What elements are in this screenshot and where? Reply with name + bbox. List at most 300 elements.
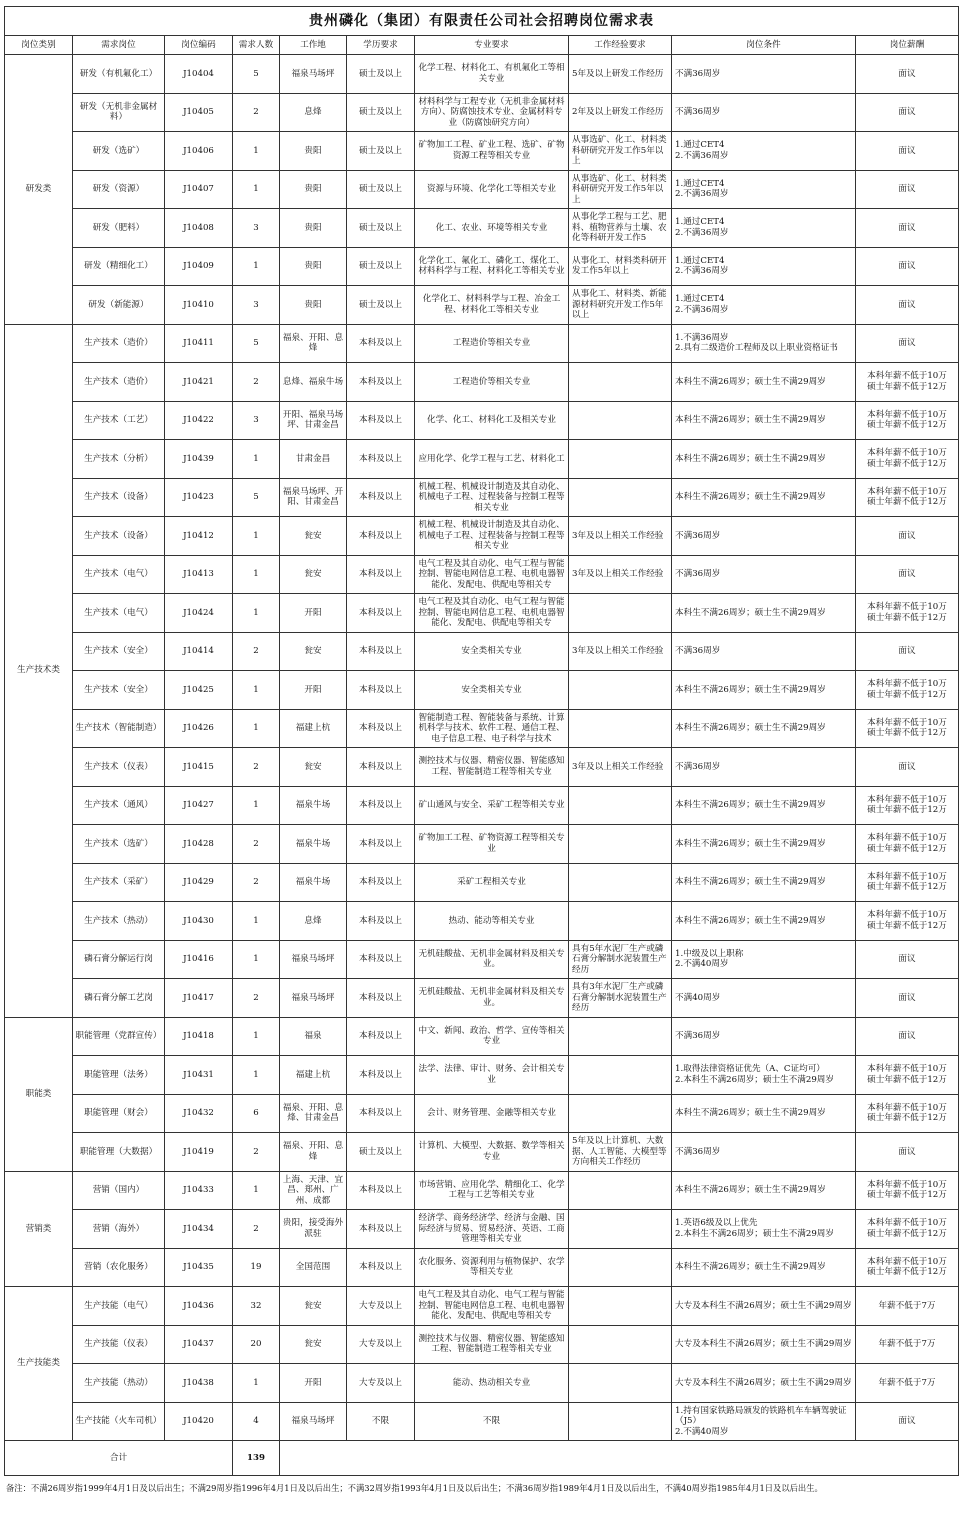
- major-cell: 采矿工程相关专业: [415, 863, 569, 902]
- table-row: [5, 1248, 959, 1287]
- count-cell: 2: [233, 93, 280, 132]
- education-cell: 不限: [347, 1402, 415, 1441]
- column-header: 岗位编码: [165, 36, 233, 55]
- major-cell: 材料科学与工程专业（无机非金属材料方向）、防腐蚀技术专业、金属材料专业（防腐蚀研究方向）: [415, 93, 569, 132]
- code-cell: J10418: [165, 1017, 233, 1056]
- code-cell: J10429: [165, 863, 233, 902]
- salary-cell: 本科年薪不低于10万 硕士年薪不低于12万: [856, 863, 959, 902]
- experience-cell: 3年及以上相关工作经验: [569, 517, 672, 556]
- experience-cell: [569, 1171, 672, 1210]
- table-row: [5, 1210, 959, 1249]
- education-cell: 本科及以上: [347, 671, 415, 710]
- salary-cell: 年薪不低于7万: [856, 1325, 959, 1364]
- education-cell: 本科及以上: [347, 786, 415, 825]
- condition-cell: 1.通过CET4 2.不满36周岁: [672, 247, 856, 286]
- code-cell: J10425: [165, 671, 233, 710]
- count-cell: 1: [233, 594, 280, 633]
- post-cell: 生产技术（设备）: [73, 478, 165, 517]
- experience-cell: [569, 1248, 672, 1287]
- table-row: [5, 825, 959, 864]
- major-cell: 机械工程、机械设计制造及其自动化、机械电子工程、过程装备与控制工程等相关专业: [415, 517, 569, 556]
- post-cell: 研发（精细化工）: [73, 247, 165, 286]
- post-cell: 职能管理（法务）: [73, 1056, 165, 1095]
- table-row: [5, 1017, 959, 1056]
- location-cell: 福建上杭: [280, 709, 347, 748]
- major-cell: 智能制造工程、智能装备与系统、计算机科学与技术、软件工程、通信工程、电子信息工程、电子科学与技术: [415, 709, 569, 748]
- count-cell: 19: [233, 1248, 280, 1287]
- education-cell: 本科及以上: [347, 478, 415, 517]
- salary-cell: 本科年薪不低于10万 硕士年薪不低于12万: [856, 786, 959, 825]
- salary-cell: 本科年薪不低于10万 硕士年薪不低于12万: [856, 401, 959, 440]
- total-row: [5, 1441, 959, 1476]
- column-header: 专业要求: [415, 36, 569, 55]
- major-cell: 矿山通风与安全、采矿工程等相关专业: [415, 786, 569, 825]
- experience-cell: 具有3年水泥厂生产或磷石膏分解制水泥装置生产经历: [569, 979, 672, 1018]
- experience-cell: [569, 1210, 672, 1249]
- code-cell: J10419: [165, 1133, 233, 1172]
- education-cell: 硕士及以上: [347, 132, 415, 171]
- post-cell: 职能管理（党群宣传）: [73, 1017, 165, 1056]
- major-cell: 能动、热动相关专业: [415, 1364, 569, 1403]
- experience-cell: 从事选矿、化工、材料类科研研究开发工作5年以上: [569, 170, 672, 209]
- location-cell: 瓮安: [280, 632, 347, 671]
- count-cell: 2: [233, 632, 280, 671]
- education-cell: 本科及以上: [347, 1248, 415, 1287]
- location-cell: 瓮安: [280, 517, 347, 556]
- experience-cell: [569, 440, 672, 479]
- post-cell: 研发（选矿）: [73, 132, 165, 171]
- code-cell: J10433: [165, 1171, 233, 1210]
- major-cell: 电气工程及其自动化、电气工程与智能控制、智能电网信息工程、电机电器智能化、发配电、供配电等相关专: [415, 594, 569, 633]
- condition-cell: 1.通过CET4 2.不满36周岁: [672, 170, 856, 209]
- post-cell: 生产技术（电气）: [73, 555, 165, 594]
- post-cell: 磷石膏分解运行岗: [73, 940, 165, 979]
- major-cell: 化工、农业、环境等相关专业: [415, 209, 569, 248]
- major-cell: 中文、新闻、政治、哲学、宣传等相关专业: [415, 1017, 569, 1056]
- condition-cell: 1.不满36周岁 2.具有二级造价工程师及以上职业资格证书: [672, 324, 856, 363]
- major-cell: 机械工程、机械设计制造及其自动化、机械电子工程、过程装备与控制工程等相关专业: [415, 478, 569, 517]
- salary-cell: 本科年薪不低于10万 硕士年薪不低于12万: [856, 671, 959, 710]
- education-cell: 硕士及以上: [347, 209, 415, 248]
- code-cell: J10415: [165, 748, 233, 787]
- condition-cell: 大专及本科生不满26周岁；硕士生不满29周岁: [672, 1325, 856, 1364]
- experience-cell: [569, 401, 672, 440]
- location-cell: 福泉马场坪: [280, 55, 347, 94]
- education-cell: 硕士及以上: [347, 1133, 415, 1172]
- condition-cell: 不满36周岁: [672, 555, 856, 594]
- column-header: 岗位条件: [672, 36, 856, 55]
- location-cell: 贵阳: [280, 247, 347, 286]
- code-cell: J10438: [165, 1364, 233, 1403]
- table-row: [5, 286, 959, 325]
- count-cell: 1: [233, 247, 280, 286]
- location-cell: 瓮安: [280, 555, 347, 594]
- code-cell: J10428: [165, 825, 233, 864]
- education-cell: 本科及以上: [347, 363, 415, 402]
- location-cell: 贵阳: [280, 170, 347, 209]
- condition-cell: 本科生不满26周岁；硕士生不满29周岁: [672, 1094, 856, 1133]
- salary-cell: 本科年薪不低于10万 硕士年薪不低于12万: [856, 825, 959, 864]
- code-cell: J10411: [165, 324, 233, 363]
- major-cell: 化学、化工、材料化工及相关专业: [415, 401, 569, 440]
- count-cell: 2: [233, 1133, 280, 1172]
- condition-cell: 本科生不满26周岁；硕士生不满29周岁: [672, 363, 856, 402]
- count-cell: 6: [233, 1094, 280, 1133]
- post-cell: 生产技术（电气）: [73, 594, 165, 633]
- major-cell: 法学、法律、审计、财务、会计相关专业: [415, 1056, 569, 1095]
- education-cell: 本科及以上: [347, 632, 415, 671]
- code-cell: J10410: [165, 286, 233, 325]
- code-cell: J10431: [165, 1056, 233, 1095]
- condition-cell: 不满36周岁: [672, 517, 856, 556]
- major-cell: 电气工程及其自动化、电气工程与智能控制、智能电网信息工程、电机电器智能化、发配电、供配电等相关专: [415, 555, 569, 594]
- total-label: 合计: [5, 1441, 233, 1476]
- education-cell: 本科及以上: [347, 902, 415, 941]
- table-row: [5, 594, 959, 633]
- major-cell: 热动、能动等相关专业: [415, 902, 569, 941]
- table-row: [5, 478, 959, 517]
- salary-cell: 面议: [856, 632, 959, 671]
- table-row: [5, 1171, 959, 1210]
- location-cell: 贵阳，接受海外派驻: [280, 1210, 347, 1249]
- recruitment-table: [4, 6, 959, 1476]
- column-header: 工作经验要求: [569, 36, 672, 55]
- location-cell: 福泉、开阳、息烽、甘肃金昌: [280, 1094, 347, 1133]
- salary-cell: 本科年薪不低于10万 硕士年薪不低于12万: [856, 1171, 959, 1210]
- location-cell: 贵阳: [280, 132, 347, 171]
- location-cell: 福泉、开阳、息烽: [280, 1133, 347, 1172]
- experience-cell: 5年及以上计算机、大数据、人工智能、大模型等方向相关工作经历: [569, 1133, 672, 1172]
- location-cell: 贵阳: [280, 286, 347, 325]
- major-cell: 测控技术与仪器、精密仪器、智能感知工程、智能制造工程等相关专业: [415, 1325, 569, 1364]
- location-cell: 福泉: [280, 1017, 347, 1056]
- major-cell: 化学化工、氟化工、磷化工、煤化工、材料科学与工程、材料化工等相关专业: [415, 247, 569, 286]
- condition-cell: 本科生不满26周岁；硕士生不满29周岁: [672, 902, 856, 941]
- condition-cell: 不满36周岁: [672, 1017, 856, 1056]
- experience-cell: [569, 1325, 672, 1364]
- education-cell: 硕士及以上: [347, 247, 415, 286]
- post-cell: 营销（海外）: [73, 1210, 165, 1249]
- table-row: [5, 863, 959, 902]
- column-header: 需求岗位: [73, 36, 165, 55]
- condition-cell: 不满36周岁: [672, 55, 856, 94]
- count-cell: 2: [233, 748, 280, 787]
- count-cell: 1: [233, 786, 280, 825]
- experience-cell: [569, 1364, 672, 1403]
- location-cell: 开阳: [280, 1364, 347, 1403]
- major-cell: 无机硅酸盐、无机非金属材料及相关专业。: [415, 940, 569, 979]
- education-cell: 本科及以上: [347, 979, 415, 1018]
- count-cell: 3: [233, 286, 280, 325]
- location-cell: 瓮安: [280, 1287, 347, 1326]
- salary-cell: 面议: [856, 979, 959, 1018]
- major-cell: 测控技术与仪器、精密仪器、智能感知工程、智能制造工程等相关专业: [415, 748, 569, 787]
- total-count: 139: [233, 1441, 280, 1476]
- post-cell: 生产技能（电气）: [73, 1287, 165, 1326]
- location-cell: 全国范围: [280, 1248, 347, 1287]
- condition-cell: 本科生不满26周岁；硕士生不满29周岁: [672, 594, 856, 633]
- experience-cell: [569, 902, 672, 941]
- salary-cell: 面议: [856, 1402, 959, 1441]
- table-row: [5, 671, 959, 710]
- experience-cell: 3年及以上相关工作经验: [569, 632, 672, 671]
- table-row: [5, 247, 959, 286]
- location-cell: 福泉马场坪: [280, 1402, 347, 1441]
- table-row: [5, 170, 959, 209]
- count-cell: 3: [233, 401, 280, 440]
- experience-cell: [569, 1017, 672, 1056]
- condition-cell: 1.通过CET4 2.不满36周岁: [672, 286, 856, 325]
- condition-cell: 1.取得法律资格证优先（A、C证均可） 2.本科生不满26周岁；硕士生不满29周岁: [672, 1056, 856, 1095]
- count-cell: 2: [233, 863, 280, 902]
- code-cell: J10417: [165, 979, 233, 1018]
- condition-cell: 大专及本科生不满26周岁；硕士生不满29周岁: [672, 1364, 856, 1403]
- code-cell: J10430: [165, 902, 233, 941]
- category-cell: 职能类: [5, 1017, 73, 1171]
- education-cell: 本科及以上: [347, 440, 415, 479]
- major-cell: 工程造价等相关专业: [415, 324, 569, 363]
- count-cell: 2: [233, 825, 280, 864]
- post-cell: 生产技术（安全）: [73, 632, 165, 671]
- location-cell: 开阳: [280, 594, 347, 633]
- condition-cell: 本科生不满26周岁；硕士生不满29周岁: [672, 1171, 856, 1210]
- code-cell: J10421: [165, 363, 233, 402]
- table-row: [5, 1402, 959, 1441]
- education-cell: 硕士及以上: [347, 93, 415, 132]
- location-cell: 开阳: [280, 671, 347, 710]
- post-cell: 生产技术（造价）: [73, 363, 165, 402]
- salary-cell: 面议: [856, 555, 959, 594]
- salary-cell: 面议: [856, 247, 959, 286]
- education-cell: 本科及以上: [347, 1017, 415, 1056]
- experience-cell: [569, 709, 672, 748]
- education-cell: 硕士及以上: [347, 286, 415, 325]
- code-cell: J10434: [165, 1210, 233, 1249]
- condition-cell: 1.中级及以上职称 2.不满40周岁: [672, 940, 856, 979]
- major-cell: 矿物加工工程、矿物资源工程等相关专业: [415, 825, 569, 864]
- major-cell: 市场营销、应用化学、精细化工、化学工程与工艺等相关专业: [415, 1171, 569, 1210]
- education-cell: 大专及以上: [347, 1325, 415, 1364]
- recruitment-sheet: [4, 6, 958, 1494]
- education-cell: 本科及以上: [347, 401, 415, 440]
- experience-cell: [569, 825, 672, 864]
- post-cell: 生产技术（热动）: [73, 902, 165, 941]
- education-cell: 本科及以上: [347, 555, 415, 594]
- location-cell: 福泉、开阳、息烽: [280, 324, 347, 363]
- post-cell: 营销（国内）: [73, 1171, 165, 1210]
- experience-cell: 具有5年水泥厂生产或磷石膏分解制水泥装置生产经历: [569, 940, 672, 979]
- count-cell: 5: [233, 55, 280, 94]
- education-cell: 本科及以上: [347, 940, 415, 979]
- education-cell: 大专及以上: [347, 1364, 415, 1403]
- column-header: 学历要求: [347, 36, 415, 55]
- education-cell: 本科及以上: [347, 1171, 415, 1210]
- code-cell: J10439: [165, 440, 233, 479]
- major-cell: 经济学、商务经济学、经济与金融、国际经济与贸易、贸易经济、英语、工商管理等相关专业: [415, 1210, 569, 1249]
- post-cell: 生产技术（安全）: [73, 671, 165, 710]
- condition-cell: 本科生不满26周岁；硕士生不满29周岁: [672, 671, 856, 710]
- condition-cell: 1.通过CET4 2.不满36周岁: [672, 209, 856, 248]
- salary-cell: 面议: [856, 170, 959, 209]
- post-cell: 营销（农化服务）: [73, 1248, 165, 1287]
- location-cell: 福泉马场坪: [280, 940, 347, 979]
- location-cell: 息烽: [280, 902, 347, 941]
- count-cell: 4: [233, 1402, 280, 1441]
- experience-cell: 3年及以上相关工作经验: [569, 555, 672, 594]
- salary-cell: 本科年薪不低于10万 硕士年薪不低于12万: [856, 594, 959, 633]
- location-cell: 息烽: [280, 93, 347, 132]
- column-header: 岗位薪酬: [856, 36, 959, 55]
- code-cell: J10405: [165, 93, 233, 132]
- experience-cell: 3年及以上相关工作经验: [569, 748, 672, 787]
- table-row: [5, 1094, 959, 1133]
- table-row: [5, 1287, 959, 1326]
- count-cell: 1: [233, 555, 280, 594]
- condition-cell: 大专及本科生不满26周岁；硕士生不满29周岁: [672, 1287, 856, 1326]
- total-blank: [280, 1441, 959, 1476]
- table-row: [5, 902, 959, 941]
- code-cell: J10408: [165, 209, 233, 248]
- code-cell: J10413: [165, 555, 233, 594]
- education-cell: 大专及以上: [347, 1287, 415, 1326]
- major-cell: 应用化学、化学工程与工艺、材料化工: [415, 440, 569, 479]
- code-cell: J10416: [165, 940, 233, 979]
- major-cell: 安全类相关专业: [415, 671, 569, 710]
- salary-cell: 面议: [856, 324, 959, 363]
- column-header: 需求人数: [233, 36, 280, 55]
- major-cell: 电气工程及其自动化、电气工程与智能控制、智能电网信息工程、电机电器智能化、发配电、供配电等相关专: [415, 1287, 569, 1326]
- code-cell: J10406: [165, 132, 233, 171]
- salary-cell: 面议: [856, 93, 959, 132]
- count-cell: 1: [233, 1017, 280, 1056]
- table-row: [5, 1133, 959, 1172]
- post-cell: 生产技术（造价）: [73, 324, 165, 363]
- salary-cell: 面议: [856, 940, 959, 979]
- major-cell: 安全类相关专业: [415, 632, 569, 671]
- count-cell: 1: [233, 517, 280, 556]
- salary-cell: 面议: [856, 748, 959, 787]
- location-cell: 甘肃金昌: [280, 440, 347, 479]
- post-cell: 生产技术（仪表）: [73, 748, 165, 787]
- table-row: [5, 940, 959, 979]
- experience-cell: 5年及以上研发工作经历: [569, 55, 672, 94]
- post-cell: 磷石膏分解工艺岗: [73, 979, 165, 1018]
- post-cell: 生产技术（通风）: [73, 786, 165, 825]
- table-row: [5, 1325, 959, 1364]
- location-cell: 瓮安: [280, 748, 347, 787]
- count-cell: 2: [233, 979, 280, 1018]
- condition-cell: 本科生不满26周岁；硕士生不满29周岁: [672, 709, 856, 748]
- salary-cell: 本科年薪不低于10万 硕士年薪不低于12万: [856, 1248, 959, 1287]
- code-cell: J10423: [165, 478, 233, 517]
- major-cell: 无机硅酸盐、无机非金属材料及相关专业。: [415, 979, 569, 1018]
- major-cell: 农化服务、资源利用与植物保护、农学等相关专业: [415, 1248, 569, 1287]
- experience-cell: [569, 324, 672, 363]
- code-cell: J10426: [165, 709, 233, 748]
- condition-cell: 本科生不满26周岁；硕士生不满29周岁: [672, 478, 856, 517]
- table-row: [5, 132, 959, 171]
- major-cell: 会计、财务管理、金融等相关专业: [415, 1094, 569, 1133]
- code-cell: J10409: [165, 247, 233, 286]
- major-cell: 化学化工、材料科学与工程、冶金工程、材料化工等相关专业: [415, 286, 569, 325]
- condition-cell: 1.英语6级及以上优先 2.本科生不满26周岁；硕士生不满29周岁: [672, 1210, 856, 1249]
- table-row: [5, 517, 959, 556]
- count-cell: 1: [233, 671, 280, 710]
- condition-cell: 不满36周岁: [672, 93, 856, 132]
- post-cell: 生产技术（分析）: [73, 440, 165, 479]
- table-row: [5, 1056, 959, 1095]
- experience-cell: [569, 478, 672, 517]
- page-title: 贵州磷化（集团）有限责任公司社会招聘岗位需求表: [5, 7, 959, 36]
- education-cell: 本科及以上: [347, 709, 415, 748]
- salary-cell: 面议: [856, 1017, 959, 1056]
- table-row: [5, 209, 959, 248]
- experience-cell: [569, 363, 672, 402]
- count-cell: 2: [233, 363, 280, 402]
- salary-cell: 本科年薪不低于10万 硕士年薪不低于12万: [856, 902, 959, 941]
- education-cell: 本科及以上: [347, 825, 415, 864]
- category-cell: 研发类: [5, 55, 73, 325]
- education-cell: 本科及以上: [347, 863, 415, 902]
- post-cell: 研发（新能源）: [73, 286, 165, 325]
- count-cell: 5: [233, 324, 280, 363]
- post-cell: 生产技术（工艺）: [73, 401, 165, 440]
- experience-cell: 从事选矿、化工、材料类科研研究开发工作5年以上: [569, 132, 672, 171]
- education-cell: 硕士及以上: [347, 55, 415, 94]
- salary-cell: 本科年薪不低于10万 硕士年薪不低于12万: [856, 1094, 959, 1133]
- condition-cell: 本科生不满26周岁；硕士生不满29周岁: [672, 825, 856, 864]
- major-cell: 资源与环境、化学化工等相关专业: [415, 170, 569, 209]
- condition-cell: 不满36周岁: [672, 748, 856, 787]
- salary-cell: 本科年薪不低于10万 硕士年薪不低于12万: [856, 478, 959, 517]
- table-row: [5, 786, 959, 825]
- table-row: [5, 401, 959, 440]
- table-row: [5, 324, 959, 363]
- condition-cell: 本科生不满26周岁；硕士生不满29周岁: [672, 1248, 856, 1287]
- experience-cell: [569, 594, 672, 633]
- code-cell: J10407: [165, 170, 233, 209]
- condition-cell: 本科生不满26周岁；硕士生不满29周岁: [672, 863, 856, 902]
- education-cell: 本科及以上: [347, 748, 415, 787]
- code-cell: J10437: [165, 1325, 233, 1364]
- location-cell: 上海、天津、宜昌、郑州、广州、成都: [280, 1171, 347, 1210]
- header-row: [5, 36, 959, 55]
- salary-cell: 面议: [856, 209, 959, 248]
- education-cell: 本科及以上: [347, 517, 415, 556]
- table-row: [5, 363, 959, 402]
- education-cell: 本科及以上: [347, 1094, 415, 1133]
- column-header: 岗位类别: [5, 36, 73, 55]
- table-row: [5, 979, 959, 1018]
- table-row: [5, 748, 959, 787]
- location-cell: 福建上杭: [280, 1056, 347, 1095]
- table-row: [5, 440, 959, 479]
- salary-cell: 面议: [856, 55, 959, 94]
- experience-cell: [569, 671, 672, 710]
- salary-cell: 本科年薪不低于10万 硕士年薪不低于12万: [856, 1210, 959, 1249]
- experience-cell: [569, 863, 672, 902]
- education-cell: 本科及以上: [347, 1056, 415, 1095]
- major-cell: 计算机、大模型、大数据、数学等相关专业: [415, 1133, 569, 1172]
- experience-cell: 从事化工、材料类科研开发工作5年以上: [569, 247, 672, 286]
- count-cell: 1: [233, 1056, 280, 1095]
- major-cell: 化学工程、材料化工、有机氟化工等相关专业: [415, 55, 569, 94]
- category-cell: 营销类: [5, 1171, 73, 1287]
- location-cell: 贵阳: [280, 209, 347, 248]
- count-cell: 1: [233, 1364, 280, 1403]
- condition-cell: 不满36周岁: [672, 1133, 856, 1172]
- condition-cell: 本科生不满26周岁；硕士生不满29周岁: [672, 440, 856, 479]
